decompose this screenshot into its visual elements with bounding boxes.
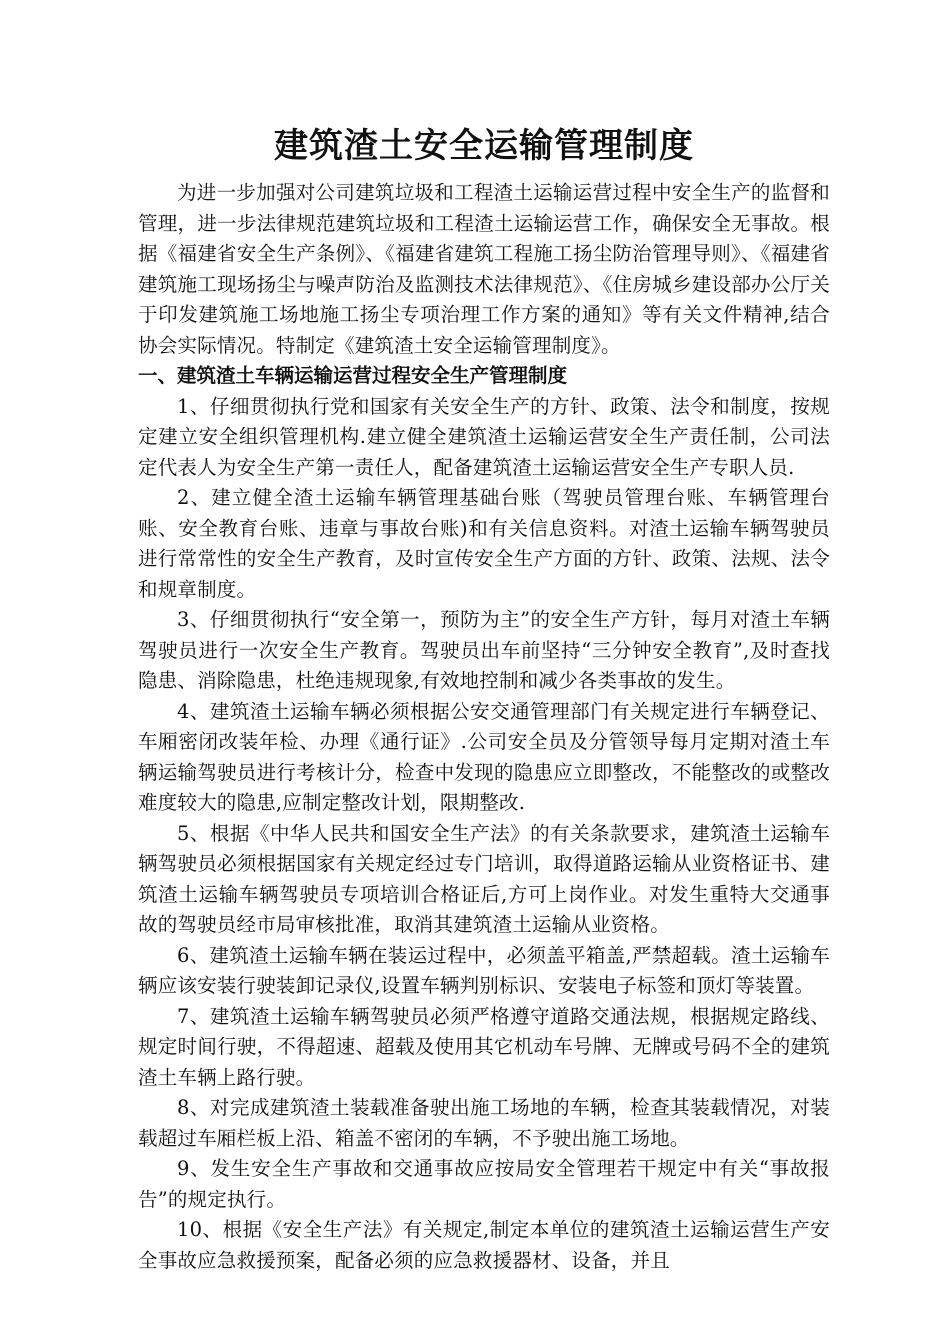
rule-item-7: 7、建筑渣土运输车辆驾驶员必须严格遵守道路交通法规，根据规定路线、规定时间行驶，不得超速、超载及使用其它机动车号牌、无牌或号码不全的建筑渣土车辆上路行驶。 <box>138 1004 830 1089</box>
rule-item-2: 2、建立健全渣土运输车辆管理基础台账（驾驶员管理台账、车辆管理台账、安全教育台账、违章与事故台账)和有关信息资料。对渣土运输车辆驾驶员进行常常性的安全生产教育，及时宣传安全生产方面的方针、政策、法规、法令和规章制度。 <box>138 486 830 601</box>
intro-paragraph: 为进一步加强对公司建筑垃圾和工程渣土运输运营过程中安全生产的监督和管理，进一步法律规范建筑垃圾和工程渣土运输运营工作，确保安全无事故。根据《福建省安全生产条例》、《福建省建筑工程施工扬尘防治管理导则》、《福建省建筑施工现场扬尘与噪声防治及监测技术法律规范》、《住房城乡建设部办公厅关于印发建筑施工场地施工扬尘专项治理工作方案的通知》等有关文件精神,结合协会实际情况。特制定《建筑渣土安全运输管理制度》。 <box>138 181 830 357</box>
rule-item-5: 5、根据《中华人民共和国安全生产法》的有关条款要求，建筑渣土运输车辆驾驶员必须根据国家有关规定经过专门培训，取得道路运输从业资格证书、建筑渣土运输车辆驾驶员专项培训合格证后,方可上岗作业。对发生重特大交通事故的驾驶员经市局审核批准，取消其建筑渣土运输从业资格。 <box>138 821 830 936</box>
rule-item-3: 3、仔细贯彻执行“安全第一，预防为主”的安全生产方针，每月对渣土车辆驾驶员进行一次安全生产教育。驾驶员出车前坚持“三分钟安全教育”,及时查找隐患、消除隐患，杜绝违规现象,有效地控制和减少各类事故的发生。 <box>138 608 830 692</box>
document-page <box>138 122 830 1276</box>
rule-item-4: 4、建筑渣土运输车辆必须根据公安交通管理部门有关规定进行车辆登记、车厢密闭改装年检、办理《通行证》.公司安全员及分管领导每月定期对渣土车辆运输驾驶员进行考核计分，检查中发现的隐患应立即整改，不能整改的或整改难度较大的隐患,应制定整改计划，限期整改. <box>138 699 830 814</box>
rule-item-8: 8、对完成建筑渣土装载准备驶出施工场地的车辆，检查其装载情况，对装载超过车厢栏板上沿、箱盖不密闭的车辆，不予驶出施工场地。 <box>138 1096 830 1150</box>
section-heading: 一、建筑渣土车辆运输运营过程安全生产管理制度 <box>138 364 568 387</box>
rule-item-10: 10、根据《安全生产法》有关规定,制定本单位的建筑渣土运输运营生产安全事故应急救援预案，配备必须的应急救援器材、设备，并且 <box>138 1218 830 1272</box>
document-title: 建筑渣土安全运输管理制度 <box>274 126 694 166</box>
rule-item-1: 1、仔细贯彻执行党和国家有关安全生产的方针、政策、法令和制度，按规定建立安全组织管理机构.建立健全建筑渣土运输运营安全生产责任制，公司法定代表人为安全生产第一责任人，配备建筑渣土运输运营安全生产专职人员. <box>138 394 830 479</box>
rule-item-9: 9、发生安全生产事故和交通事故应按局安全管理若干规定中有关“事故报告”的规定执行。 <box>138 1157 830 1211</box>
rule-item-6: 6、建筑渣土运输车辆在装运过程中，必须盖平箱盖,严禁超载。渣土运输车辆应该安装行驶装卸记录仪,设置车辆判别标识、安装电子标签和顶灯等装置。 <box>138 943 830 997</box>
